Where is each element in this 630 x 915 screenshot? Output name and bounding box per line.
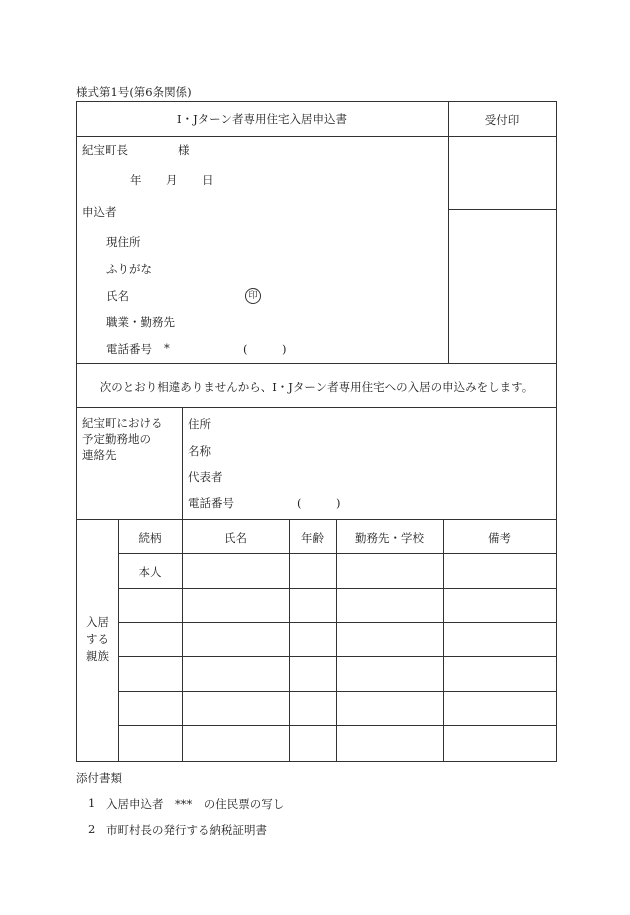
header-name: 氏名	[224, 531, 247, 545]
header-relation: 続柄	[138, 531, 162, 545]
statement-bottom	[76, 407, 557, 408]
furigana-label: ふりがな	[106, 262, 152, 276]
header-remarks: 備考	[488, 531, 511, 545]
family-label-line-2: する	[86, 632, 109, 646]
stamp-box-bottom	[448, 209, 557, 210]
workplace-address-label: 住所	[188, 417, 211, 431]
date-day: 日	[202, 173, 214, 187]
table-border-bottom	[76, 761, 557, 762]
family-row-line	[118, 588, 557, 589]
phone-mark: *	[164, 341, 170, 355]
seal-mark	[245, 287, 261, 304]
family-label-line-3: 親族	[86, 649, 109, 663]
attachment-2-text: 市町村長の発行する納税証明書	[106, 823, 267, 837]
family-row-line	[118, 622, 557, 623]
table-border-right	[556, 101, 557, 762]
workplace-phone-label: 電話番号	[188, 496, 234, 510]
workplace-label-line-1: 紀宝町における	[82, 416, 163, 430]
occupation-label: 職業・勤務先	[106, 315, 175, 329]
workplace-representative-label: 代表者	[188, 470, 223, 484]
header-workplace-school: 勤務先・学校	[355, 531, 424, 545]
workplace-bottom	[76, 519, 557, 520]
family-row-line	[118, 691, 557, 692]
attachments-title: 添付書類	[76, 771, 122, 785]
workplace-name-label: 名称	[188, 444, 211, 458]
addressee-suffix: 様	[178, 143, 190, 157]
table-border-top	[76, 101, 557, 102]
table-border-left	[76, 101, 77, 762]
date-month: 月	[166, 173, 178, 187]
workplace-label-line-3: 連絡先	[82, 448, 117, 462]
form-title: I・Jターン者専用住宅入居申込書	[177, 112, 347, 126]
family-row-line	[118, 725, 557, 726]
stamp-label: 受付印	[484, 113, 520, 127]
stamp-divider	[448, 101, 449, 363]
statement: 次のとおり相違ありませんから、I・Jターン者専用住宅への入居の申込みをします。	[99, 380, 534, 394]
applicant-label: 申込者	[82, 205, 117, 219]
family-row-line	[118, 656, 557, 657]
name-label: 氏名	[106, 289, 129, 303]
addressee: 紀宝町長	[82, 143, 128, 157]
header-age: 年齢	[301, 531, 324, 545]
phone-label: 電話番号	[106, 342, 152, 356]
family-row-line	[118, 553, 557, 554]
title-row-bottom	[76, 136, 557, 137]
date-year: 年	[130, 173, 142, 187]
seal-icon: 印	[245, 288, 261, 304]
row-1-relation: 本人	[138, 565, 162, 579]
applicant-bottom	[76, 363, 557, 364]
address-label: 現住所	[106, 235, 141, 249]
workplace-label-line-2: 予定勤務地の	[82, 432, 151, 446]
workplace-divider	[182, 407, 183, 519]
attachment-1-text: 入居申込者 *** の住民票の写し	[106, 797, 285, 811]
family-label-line-1: 入居	[86, 615, 109, 629]
attachment-2-num: 2	[88, 822, 96, 836]
attachment-1-num: 1	[88, 796, 96, 810]
form-number: 様式第1号(第6条関係)	[76, 85, 192, 99]
workplace-phone-parens: ( )	[297, 496, 341, 510]
phone-parens: ( )	[243, 342, 287, 356]
